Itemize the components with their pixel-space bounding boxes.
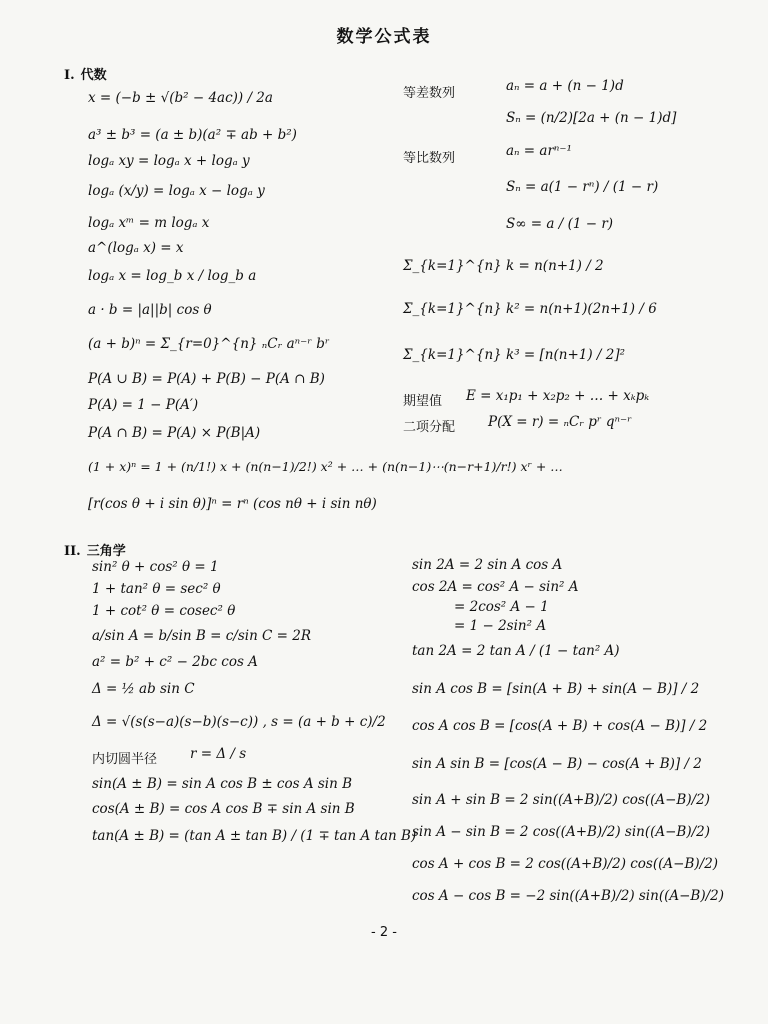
formula-geo-nth-term: aₙ = arⁿ⁻¹: [506, 143, 572, 159]
label-geometric-progression: 等比数列: [403, 151, 456, 166]
formula-tan-double: tan 2A = 2 tan A / (1 − tan² A): [412, 643, 620, 659]
formula-inradius: r = Δ / s: [190, 746, 247, 762]
formula-herons: Δ = √(s(s−a)(s−b)(s−c)) , s = (a + b + c)/2: [92, 714, 386, 730]
formula-cot-cosec-identity: 1 + cot² θ = cosec² θ: [92, 603, 236, 619]
formula-pythagorean-identity: sin² θ + cos² θ = 1: [92, 559, 219, 575]
formula-cos-double-alt2: = 1 − 2sin² A: [454, 618, 547, 634]
formula-cosA-cosB: cos A cos B = [cos(A + B) + cos(A − B)] / 2: [412, 718, 708, 734]
section-number: II.: [64, 544, 81, 559]
formula-sum-of-cosines: cos A + cos B = 2 cos((A+B)/2) cos((A−B)/2): [412, 856, 719, 872]
formula-arith-sum: Sₙ = (n/2)[2a + (n − 1)d]: [506, 110, 677, 126]
formula-sum-k: Σ_{k=1}^{n} k = n(n+1) / 2: [403, 258, 604, 274]
formula-difference-of-cosines: cos A − cos B = −2 sin((A+B)/2) sin((A−B)/2): [412, 888, 725, 904]
section-name: 代数: [80, 68, 107, 83]
formula-sin-double: sin 2A = 2 sin A cos A: [412, 557, 563, 573]
formula-binomial-theorem: (a + b)ⁿ = Σ_{r=0}^{n} ₙCᵣ aⁿ⁻ʳ bʳ: [88, 336, 330, 352]
formula-triangle-area: Δ = ½ ab sin C: [92, 681, 195, 697]
section-name: 三角学: [86, 544, 126, 559]
section-number: I.: [64, 68, 75, 83]
formula-prob-complement: P(A) = 1 − P(A′): [88, 397, 199, 413]
label-inradius: 内切圆半径: [92, 752, 158, 767]
formula-difference-of-sines: sin A − sin B = 2 cos((A+B)/2) sin((A−B)/2): [412, 824, 711, 840]
formula-sum-of-sines: sin A + sin B = 2 sin((A+B)/2) cos((A−B)/2): [412, 792, 711, 808]
formula-prob-intersection: P(A ∩ B) = P(A) × P(B|A): [88, 425, 261, 441]
formula-sum-of-cubes: a³ ± b³ = (a ± b)(a² ∓ ab + b²): [88, 127, 297, 143]
formula-log-quotient: logₐ (x/y) = logₐ x − logₐ y: [88, 183, 265, 199]
formula-dot-product: a · b = |a||b| cos θ: [88, 302, 212, 318]
formula-expected-value: E = x₁p₁ + x₂p₂ + … + xₖpₖ: [466, 388, 650, 404]
formula-cosine-rule: a² = b² + c² − 2bc cos A: [92, 654, 258, 670]
page-title: 数学公式表: [336, 27, 432, 47]
section-trig-heading: [64, 540, 126, 559]
formula-cos-addition: cos(A ± B) = cos A cos B ∓ sin A sin B: [92, 801, 355, 817]
formula-exp-log: a^(logₐ x) = x: [88, 240, 184, 256]
formula-sin-addition: sin(A ± B) = sin A cos B ± cos A sin B: [92, 776, 353, 792]
formula-cos-double-alt1: = 2cos² A − 1: [454, 599, 549, 615]
label-expected-value: 期望值: [403, 394, 443, 409]
formula-geo-infinite-sum: S∞ = a / (1 − r): [506, 216, 614, 232]
formula-sinA-sinB: sin A sin B = [cos(A − B) − cos(A + B)] / 2: [412, 756, 702, 772]
formula-de-moivre: [r(cos θ + i sin θ)]ⁿ = rⁿ (cos nθ + i sin nθ): [88, 496, 377, 512]
page-number: - 2 -: [371, 925, 397, 940]
formula-cos-double: cos 2A = cos² A − sin² A: [412, 579, 579, 595]
formula-prob-union: P(A ∪ B) = P(A) + P(B) − P(A ∩ B): [88, 371, 325, 387]
formula-sum-k-cubed: Σ_{k=1}^{n} k³ = [n(n+1) / 2]²: [403, 347, 626, 363]
formula-binomial-distribution: P(X = r) = ₙCᵣ pʳ qⁿ⁻ʳ: [488, 414, 632, 430]
formula-binomial-series: (1 + x)ⁿ = 1 + (n/1!) x + (n(n−1)/2!) x² + … + (n(n−1)⋯(n−r+1)/r!) xʳ + …: [88, 459, 563, 474]
label-binomial-distribution: 二项分配: [403, 420, 456, 435]
label-arithmetic-progression: 等差数列: [403, 86, 456, 101]
formula-tan-addition: tan(A ± B) = (tan A ± tan B) / (1 ∓ tan A tan B): [92, 828, 417, 844]
formula-geo-sum: Sₙ = a(1 − rⁿ) / (1 − r): [506, 179, 659, 195]
formula-tan-sec-identity: 1 + tan² θ = sec² θ: [92, 581, 221, 597]
formula-quadratic: x = (−b ± √(b² − 4ac)) / 2a: [88, 90, 273, 106]
formula-arith-nth-term: aₙ = a + (n − 1)d: [506, 78, 624, 94]
formula-log-power: logₐ xᵐ = m logₐ x: [88, 215, 210, 231]
formula-sine-rule: a/sin A = b/sin B = c/sin C = 2R: [92, 628, 312, 644]
formula-change-of-base: logₐ x = log_b x / log_b a: [88, 268, 257, 284]
section-algebra-heading: [64, 64, 107, 83]
formula-sum-k-squared: Σ_{k=1}^{n} k² = n(n+1)(2n+1) / 6: [403, 301, 657, 317]
formula-log-product: logₐ xy = logₐ x + logₐ y: [88, 153, 250, 169]
formula-sinA-cosB: sin A cos B = [sin(A + B) + sin(A − B)] / 2: [412, 681, 700, 697]
